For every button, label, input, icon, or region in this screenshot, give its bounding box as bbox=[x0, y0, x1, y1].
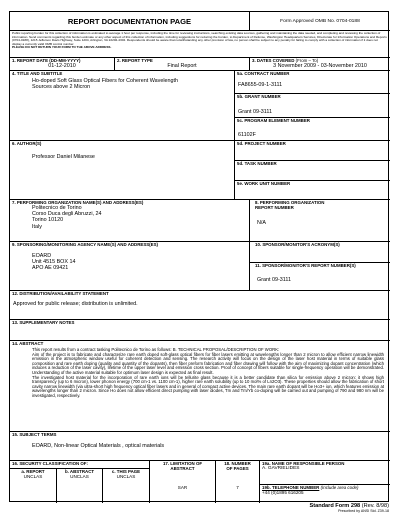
prescribed-by-text: Prescribed by ANSI Std. Z39-18 bbox=[338, 509, 389, 513]
field-8-performing-org-report bbox=[250, 200, 390, 242]
field-16a-value: UNCLAS bbox=[23, 474, 43, 479]
field-5a-contract-number bbox=[235, 71, 390, 94]
field-15-label: 15. SUBJECT TERMS bbox=[12, 432, 57, 437]
field-7-performing-org bbox=[10, 200, 250, 242]
field-13-label: 13. SUPPLEMENTARY NOTES bbox=[12, 320, 75, 325]
field-16-label: 16. SECURITY CLASSIFICATION OF: bbox=[12, 461, 88, 466]
field-5f-work-unit-number bbox=[235, 181, 390, 200]
field-2-report-type bbox=[115, 58, 250, 71]
burden-notice: Public reporting burden for this collection of information is estimated to average 1 hour per response, including the time for reviewing instructions, searching existing data sources, gathering and maintaining the data needed, and completing and reviewing the collection of information. Send comments regarding this burden estimate or any other aspect of this collection of information, including suggestions for reducing the burden, to Department of Defense, Washington Headquarters Services, Directorate for Information Operations and Reports (0704-0188), 1215 Jefferson Davis Highway, Suite 1204, Arlington, VA 22202-4302. Respondents should be aware that notwithstanding any other provision of law, no person shall be subject to any penalty for failing to comply with a collection of information if it does not display a currently valid OMB control number. bbox=[12, 31, 387, 46]
field-18-label: 18. NUMBER OF PAGES bbox=[224, 461, 251, 471]
field-11-value: Grant 09-3111 bbox=[257, 277, 291, 283]
field-9-value: EOARD Unit 4515 BOX 14 APO AE 09421 bbox=[32, 253, 76, 272]
report-documentation-form bbox=[9, 11, 389, 502]
field-17-value: SAR bbox=[177, 485, 188, 490]
field-3-dates-covered bbox=[250, 58, 390, 71]
field-11-sponsor-report-number bbox=[250, 263, 390, 291]
field-1-value: 01-12-2010 bbox=[48, 63, 76, 69]
field-19b-telephone bbox=[260, 485, 390, 503]
field-8-value: N/A bbox=[257, 220, 266, 226]
field-1-report-date bbox=[10, 58, 115, 71]
field-18-number-of-pages bbox=[216, 461, 260, 503]
field-18-value: 7 bbox=[236, 485, 239, 490]
field-2-value: Final Report bbox=[167, 63, 197, 69]
standard-form-label: Standard Form 298 bbox=[309, 503, 361, 509]
form-approved-text: Form Approved OMB No. 0704-0188 bbox=[280, 19, 360, 24]
field-19b-value: +44 (0)1895 616205 bbox=[262, 490, 304, 495]
field-5d-project-number bbox=[235, 141, 390, 161]
field-2-label: 2. REPORT TYPE bbox=[117, 58, 153, 63]
field-1-label: 1. REPORT DATE (DD-MM-YYYY) bbox=[12, 58, 81, 63]
field-5b-grant-number bbox=[235, 94, 390, 118]
field-5a-value: FA8655-09-1-3111 bbox=[238, 82, 283, 88]
field-5d-label: 5d. PROJECT NUMBER bbox=[237, 141, 286, 146]
field-16b-abstract bbox=[57, 469, 103, 503]
field-19b-label-suffix: (Include area code) bbox=[320, 485, 359, 490]
field-5b-label: 5b. GRANT NUMBER bbox=[237, 94, 281, 99]
field-15-subject-terms bbox=[10, 432, 390, 461]
field-6-authors bbox=[10, 141, 235, 200]
field-6-label: 6. AUTHOR(S) bbox=[12, 141, 42, 146]
burden-notice-cell bbox=[10, 31, 390, 58]
field-6-value: Professor Daniel Milanese bbox=[32, 154, 95, 160]
field-7-label: 7. PERFORMING ORGANIZATION NAME(S) AND ADDRESS(ES) bbox=[12, 200, 144, 205]
field-9-label: 9. SPONSORING/MONITORING AGENCY NAME(S) AND ADDRESS(ES) bbox=[12, 242, 158, 247]
standard-form-rev: (Rev. 8/98) bbox=[361, 503, 389, 509]
field-5f-label: 5e. WORK UNIT NUMBER bbox=[237, 181, 291, 186]
field-19a-label: 19a. NAME OF RESPONSIBLE PERSON bbox=[262, 461, 345, 466]
field-19a-value: A. GAVRIELIDES bbox=[262, 466, 300, 471]
field-10-sponsor-acronym bbox=[250, 242, 390, 263]
field-13-supplementary-notes bbox=[10, 320, 390, 341]
field-5b-value: Grant 09-3111 bbox=[238, 109, 272, 115]
field-5e-task-number bbox=[235, 161, 390, 181]
field-5c-program-element bbox=[235, 118, 390, 141]
field-7-value: Politecnico de Torino Corso Duca degli Abruzzi, 24 Torino 10120 Italy bbox=[32, 205, 102, 230]
field-11-label: 11. SPONSOR/MONITOR'S REPORT NUMBER(S) bbox=[255, 263, 356, 268]
field-16b-label: b. ABSTRACT bbox=[64, 469, 95, 474]
field-5c-value: 61102F bbox=[238, 132, 256, 138]
field-19b-label: 19b. TELEPHONE NUMBER bbox=[262, 485, 320, 490]
field-4-value: Ho-doped Soft Glass Optical Fibers for Coherent Wavelength Sources above 2 Micron bbox=[32, 78, 179, 91]
field-19a-responsible-person bbox=[260, 461, 390, 485]
field-9-sponsoring-agency bbox=[10, 242, 250, 291]
field-10-label: 10. SPONSOR/MONITOR'S ACRONYM(S) bbox=[255, 242, 340, 247]
field-16a-report bbox=[10, 469, 57, 503]
field-17-label: 17. LIMITATION OF ABSTRACT bbox=[162, 461, 203, 471]
standard-form-footer bbox=[250, 503, 389, 513]
field-3-label: 3. DATES COVERED bbox=[252, 58, 295, 63]
field-8-label: 8. PERFORMING ORGANIZATION REPORT NUMBER bbox=[255, 200, 325, 210]
field-12-distribution bbox=[10, 291, 390, 320]
field-5c-label: 5c. PROGRAM ELEMENT NUMBER bbox=[237, 118, 310, 123]
field-16c-this-page bbox=[103, 469, 150, 503]
field-5a-label: 5a. CONTRACT NUMBER bbox=[237, 71, 290, 76]
field-12-label: 12. DISTRIBUTION/AVAILABILITY STATEMENT bbox=[12, 291, 109, 296]
field-3-value: 3 November 2009 - 03-November 2010 bbox=[273, 63, 367, 69]
field-4-label: 4. TITLE AND SUBTITLE bbox=[12, 71, 63, 76]
field-14-abstract bbox=[10, 341, 390, 432]
field-15-value: EOARD, Non-linear Optical Materials , optical materials bbox=[32, 443, 165, 449]
field-16-security-classification bbox=[10, 461, 150, 469]
field-14-label: 14. ABSTRACT bbox=[12, 341, 44, 346]
field-16c-label: c. THIS PAGE bbox=[111, 469, 141, 474]
field-3-label-suffix: (From – To) bbox=[295, 58, 319, 63]
field-16c-value: UNCLAS bbox=[116, 474, 136, 479]
field-16b-value: UNCLAS bbox=[70, 474, 89, 479]
do-not-return-notice: PLEASE DO NOT RETURN YOUR FORM TO THE ABOVE ADDRESS. bbox=[12, 45, 112, 50]
field-16a-label: a. REPORT bbox=[21, 469, 45, 474]
form-title: REPORT DOCUMENTATION PAGE bbox=[67, 17, 192, 26]
form-title-cell bbox=[10, 12, 250, 31]
field-4-title bbox=[10, 71, 235, 141]
field-17-limitation bbox=[150, 461, 216, 503]
field-12-value: Approved for public release; distribution is unlimited. bbox=[13, 301, 138, 307]
field-14-value: This report results from a contract tasking Politecnico de Torino as follows: B. TECHNICAL PROPOSAL/DESCRIPTION OF WORK: Aim of the project is to fabricate and characterize rare earth doped soft-glass optical fibers for fiber lasers emitting at wavelengths longer than 2 micron to allow efficient narrow linewidth emission in the atmospheric window useful for coherent detection and sensing. The research activity will focus on the design of the laser host material in terms of suitable glass composition and rare earth doping (quality and quantity of the dopants), then fiber preform fabrication and fiber drawing will follow with the aim of maximizing dopant concentration (which induces a reduction of the laser cavity), lifetime of the upper laser level and emission cross section. Proof of concept of fibers suitable for single-frequency operation will be demonstrated. Understanding of the active material suitable for optimum laser design is expected as final result. The investigated host material for the incorporation of rare earth ions will be tellurite glass because it is a better candidate than silica for emission above 2 micron: it shows high transparency (up to 6 micron), lower phonon energy (700 cm-1 vs. 1100 cm-1), higher rare earth solubility (up to 10 mol% of Ln2O3). These properties should allow the fabrication of short cavity narrow linewidth (via ultra-short high frequency optical fiber lasers and in general of compact active devices. The main rare earth dopant will be Ho3+ ion, which features emission at wavelengths longer than 2 micron. Since Ho does not allow efficient direct pumping with laser diodes, Tm and Tm/Yb co-doping will be carried out and pumping of 790 and 980 nm will be investigated, respectively. bbox=[32, 347, 384, 398]
form-approved-cell bbox=[250, 12, 390, 31]
field-5e-label: 5d. TASK NUMBER bbox=[237, 161, 277, 166]
